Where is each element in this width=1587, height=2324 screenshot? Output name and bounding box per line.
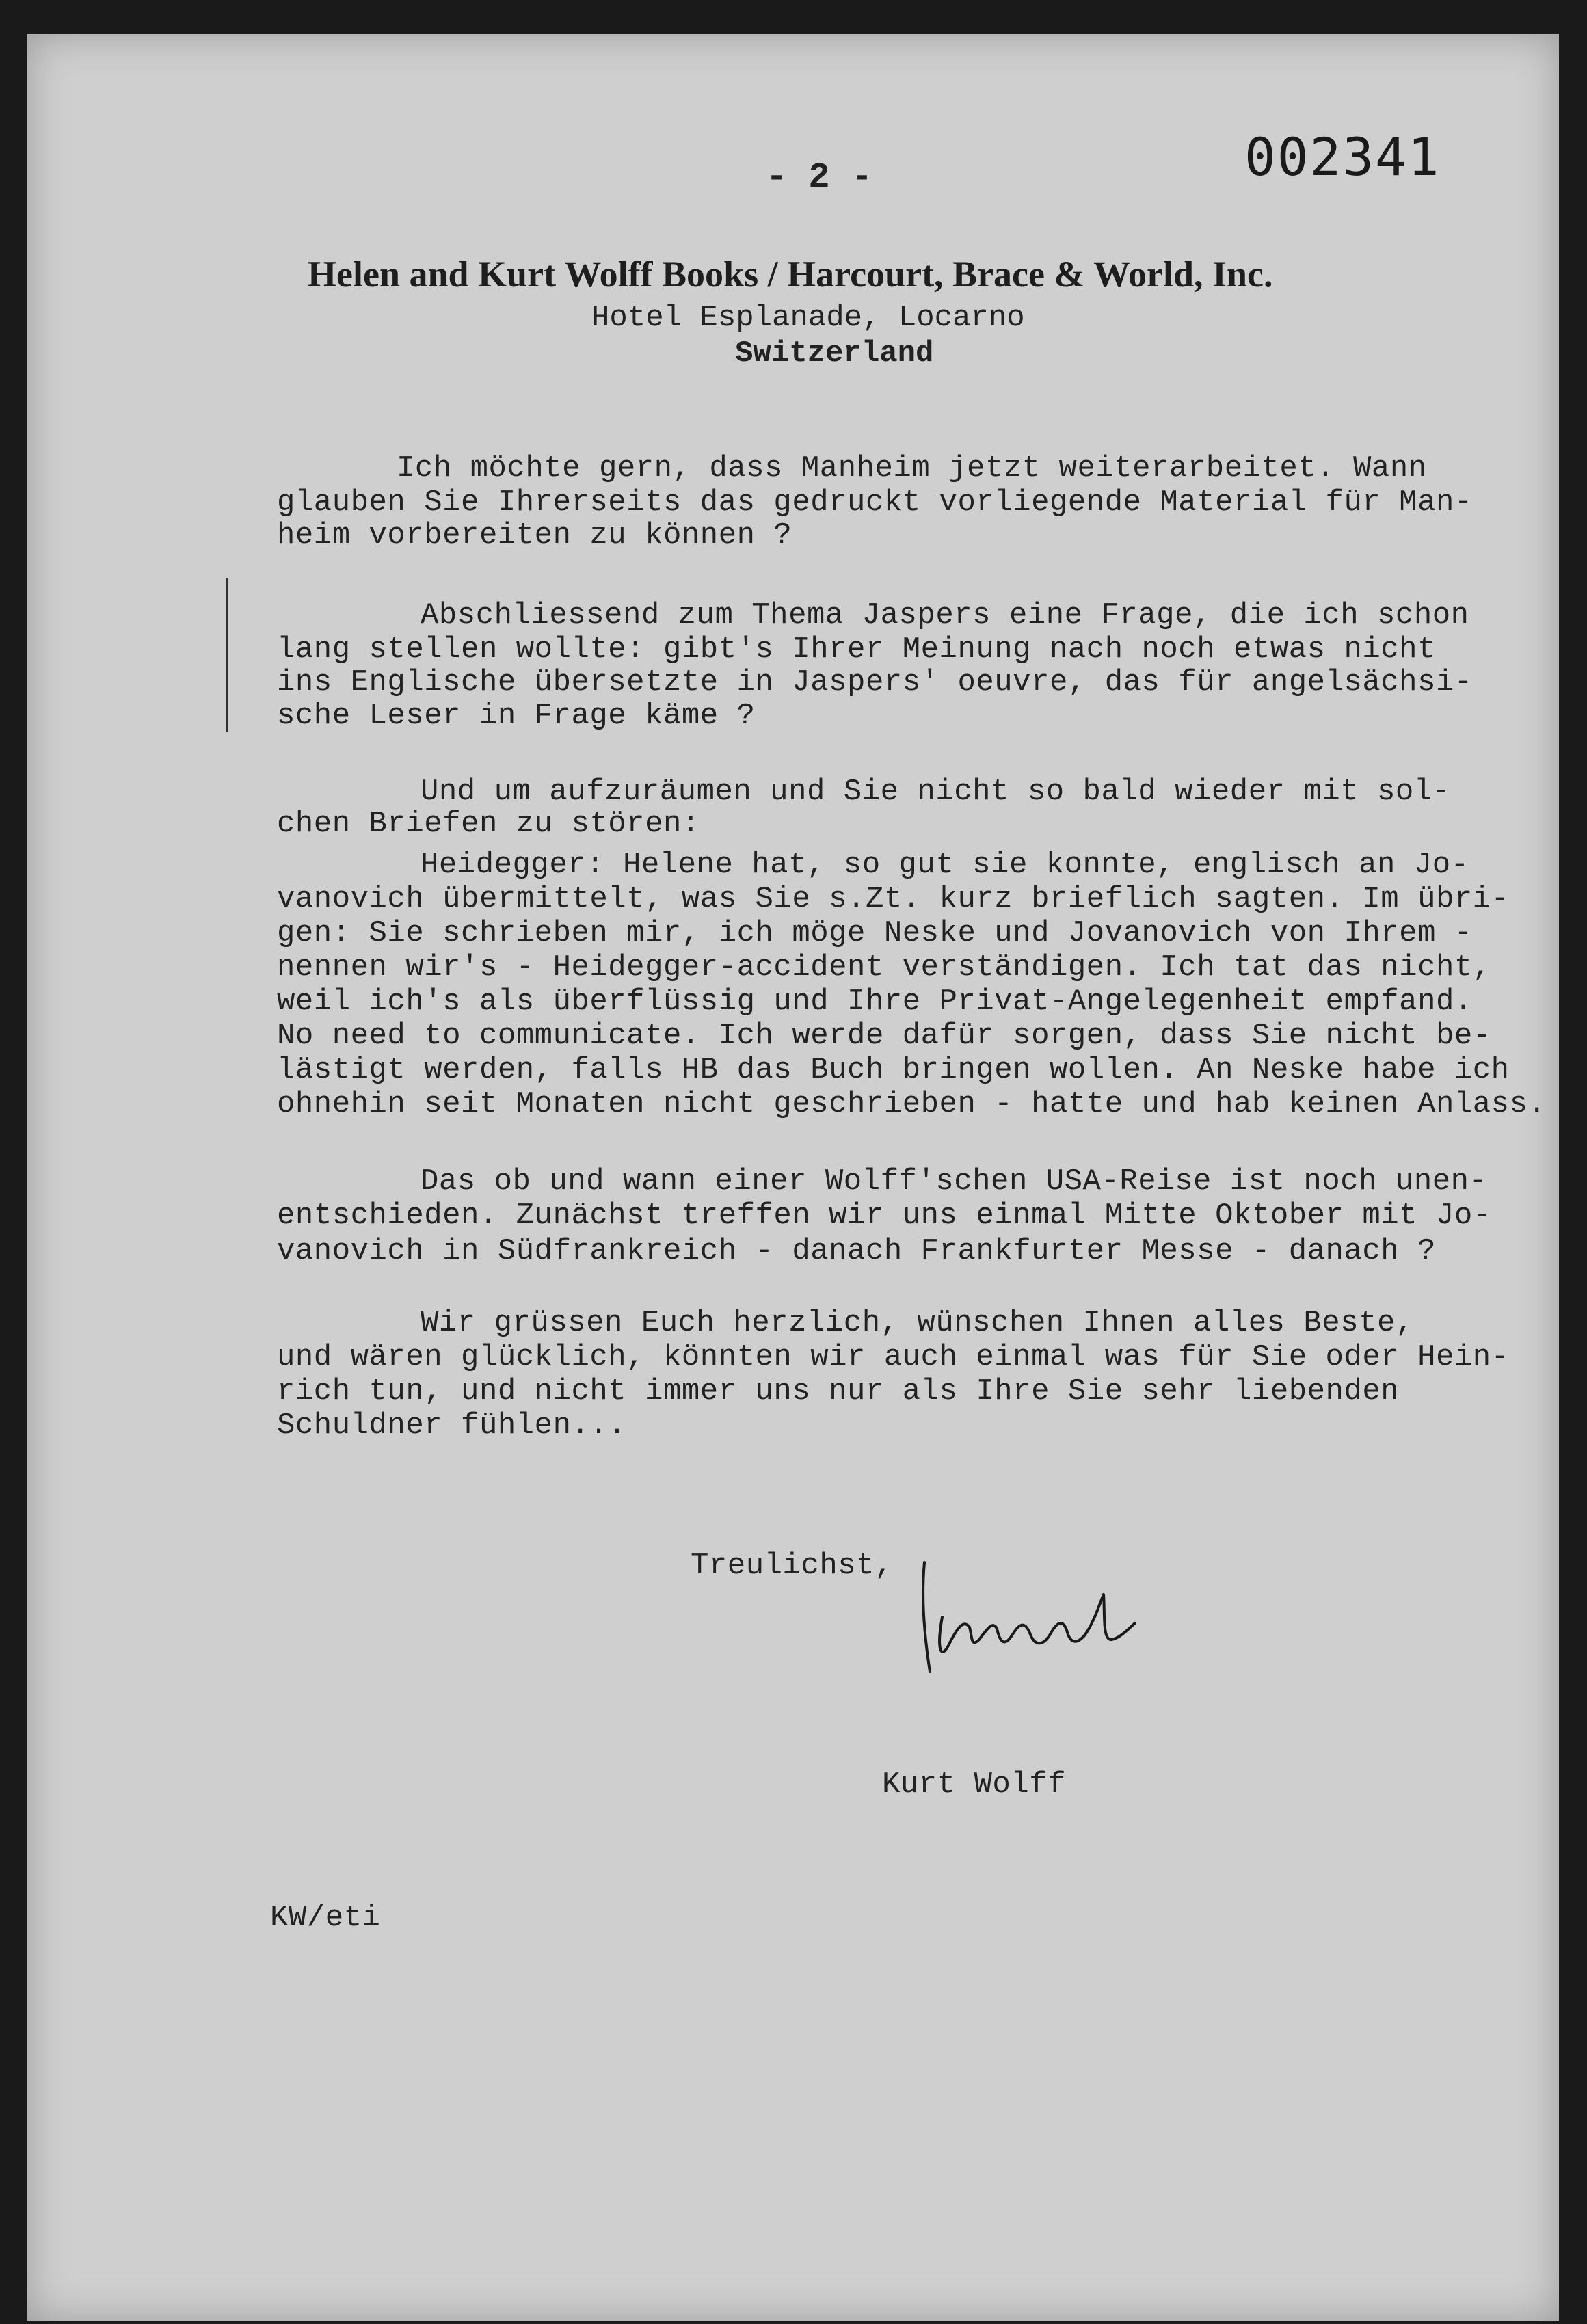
paragraph-2-line-1: Abschliessend zum Thema Jaspers eine Frage, die ich schon: [421, 598, 1469, 632]
paragraph-3-line-4: vanovich übermittelt, was Sie s.Zt. kurz brieflich sagten. Im übri-: [277, 882, 1510, 916]
letterhead-hotel: Hotel Esplanade, Locarno: [591, 301, 1025, 335]
reference-initials: KW/eti: [270, 1901, 381, 1935]
paragraph-3-line-5: gen: Sie schrieben mir, ich möge Neske und Jovanovich von Ihrem -: [277, 916, 1473, 950]
paragraph-2-line-3: ins Englische übersetzte in Jaspers' oeuvre, das für angelsächsi-: [277, 665, 1473, 699]
paragraph-5-line-3: rich tun, und nicht immer uns nur als Ihre Sie sehr liebenden: [277, 1374, 1400, 1408]
paragraph-5-line-4: Schuldner fühlen...: [277, 1408, 627, 1443]
letterhead-publisher: Helen and Kurt Wolff Books / Harcourt, Brace & World, Inc.: [308, 254, 1273, 295]
paragraph-1-line-2: glauben Sie Ihrerseits das gedruckt vorliegende Material für Man-: [277, 485, 1473, 520]
paragraph-3-line-6: nennen wir's - Heidegger-accident verständigen. Ich tat das nicht,: [277, 950, 1491, 985]
typed-name: Kurt Wolff: [882, 1767, 1067, 1802]
page-number: - 2 -: [766, 157, 873, 198]
paragraph-5-line-2: und wären glücklich, könnten wir auch einmal was für Sie oder Hein-: [277, 1340, 1510, 1374]
paragraph-5-line-1: Wir grüssen Euch herzlich, wünschen Ihnen alles Beste,: [421, 1306, 1414, 1340]
paragraph-1-line-3: heim vorbereiten zu können ?: [277, 518, 792, 552]
paragraph-3-line-2: chen Briefen zu stören:: [277, 807, 700, 841]
margin-mark: [226, 578, 228, 732]
paragraph-3-line-9: lästigt werden, falls HB das Buch bringen wollen. An Neske habe ich: [277, 1053, 1510, 1087]
paragraph-3-line-10: ohnehin seit Monaten nicht geschrieben - hatte und hab keinen Anlass.: [277, 1087, 1547, 1121]
paragraph-4-line-2: entschieden. Zunächst treffen wir uns einmal Mitte Oktober mit Jo-: [277, 1199, 1491, 1233]
archive-stamp: 002341: [1244, 126, 1441, 187]
paragraph-4-line-3: vanovich in Südfrankreich - danach Frankfurter Messe - danach ?: [277, 1234, 1436, 1268]
paragraph-3-line-3: Heidegger: Helene hat, so gut sie konnte, englisch an Jo-: [421, 848, 1469, 882]
paragraph-3-line-7: weil ich's als überflüssig und Ihre Privat-Angelegenheit empfand.: [277, 985, 1473, 1019]
letterhead-country: Switzerland: [735, 336, 934, 371]
paragraph-3-line-8: No need to communicate. Ich werde dafür sorgen, dass Sie nicht be-: [277, 1019, 1491, 1053]
paragraph-2-line-4: sche Leser in Frage käme ?: [277, 699, 756, 733]
paragraph-2-line-2: lang stellen wollte: gibt's Ihrer Meinung nach noch etwas nicht: [277, 632, 1436, 667]
paragraph-1-line-1: Ich möchte gern, dass Manheim jetzt weiterarbeitet. Wann: [397, 451, 1427, 485]
paragraph-4-line-1: Das ob und wann einer Wolff'schen USA-Reise ist noch unen-: [421, 1164, 1488, 1199]
handwritten-signature: [916, 1552, 1176, 1689]
paragraph-3-line-1: Und um aufzuräumen und Sie nicht so bald wieder mit sol-: [421, 775, 1451, 809]
closing: Treulichst,: [691, 1549, 893, 1583]
